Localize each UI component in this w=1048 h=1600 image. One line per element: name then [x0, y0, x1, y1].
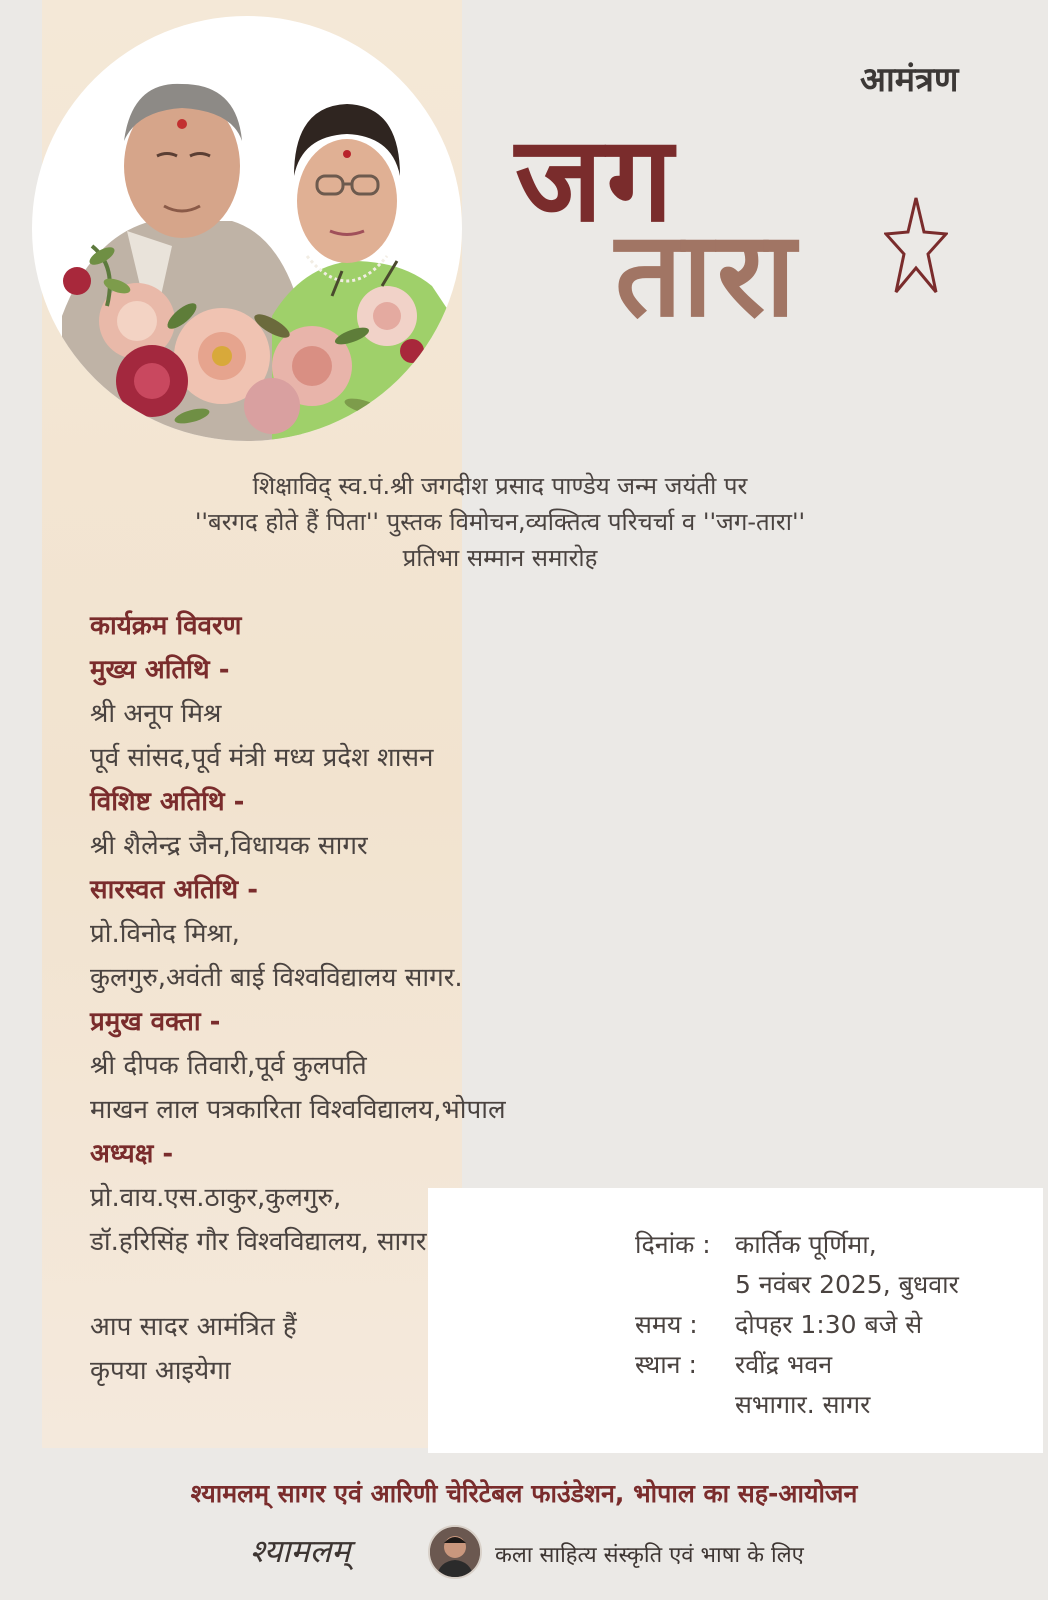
special-guest-heading: विशिष्ट अतिथि - — [90, 787, 245, 817]
star-outline-icon — [884, 196, 948, 296]
program-title: कार्यक्रम विवरण — [90, 611, 242, 641]
president-heading: अध्यक्ष - — [90, 1139, 174, 1169]
program-details — [90, 604, 650, 1264]
keynote-designation: माखन लाल पत्रकारिता विश्वविद्यालय,भोपाल — [90, 1095, 506, 1125]
venue-value: रवींद्र भवन — [735, 1350, 833, 1379]
shyamalam-logo: श्यामलम् — [250, 1532, 351, 1570]
date-value: कार्तिक पूर्णिमा, — [735, 1230, 877, 1259]
special-guest-name: श्री शैलेन्द्र जैन,विधायक सागर — [90, 831, 368, 861]
chief-guest-designation: पूर्व सांसद,पूर्व मंत्री मध्य प्रदेश शासन — [90, 743, 434, 773]
intro-line: प्रतिभा सम्मान समारोह — [402, 544, 598, 572]
closing-note — [90, 1305, 297, 1393]
literary-guest-name: प्रो.विनोद मिश्रा, — [90, 919, 240, 949]
date-row — [635, 1225, 959, 1265]
portrait-illustration — [32, 16, 462, 441]
time-value: दोपहर 1:30 बजे से — [735, 1310, 923, 1339]
event-info — [635, 1225, 959, 1425]
president-designation: डॉ.हरिसिंह गौर विश्वविद्यालय, सागर — [90, 1227, 427, 1257]
keynote-heading: प्रमुख वक्ता - — [90, 1007, 221, 1037]
date-value-2: 5 नवंबर 2025, बुधवार — [735, 1270, 959, 1299]
venue-row-2 — [635, 1385, 959, 1425]
venue-row — [635, 1345, 959, 1385]
avatar-illustration — [430, 1527, 480, 1577]
intro-line: शिक्षाविद् स्व.पं.श्री जगदीश प्रसाद पाण्डेय जन्म जयंती पर — [252, 472, 748, 500]
portrait-photo — [32, 16, 462, 441]
intro-line: ''बरगद होते हैं पिता'' पुस्तक विमोचन,व्यक्तित्व परिचर्चा व ''जग-तारा'' — [194, 508, 806, 536]
closing-line: कृपया आइयेगा — [90, 1356, 231, 1386]
time-row — [635, 1305, 959, 1345]
event-introduction — [90, 468, 910, 576]
literary-guest-designation: कुलगुरु,अवंती बाई विश्वविद्यालय सागर. — [90, 963, 463, 993]
chief-guest-heading: मुख्य अतिथि - — [90, 655, 230, 685]
keynote-name: श्री दीपक तिवारी,पूर्व कुलपति — [90, 1051, 367, 1081]
date-row-2 — [635, 1265, 959, 1305]
chief-guest-name: श्री अनूप मिश्र — [90, 699, 222, 729]
time-label: समय : — [635, 1310, 698, 1339]
brand-word-jag: जग — [515, 110, 677, 248]
brand-word-tara: तारा — [615, 205, 800, 343]
footer-tagline: कला साहित्य संस्कृति एवं भाषा के लिए — [495, 1543, 804, 1568]
venue-label: स्थान : — [635, 1350, 697, 1379]
literary-guest-heading: सारस्वत अतिथि - — [90, 875, 258, 905]
invitation-heading: आमंत्रण — [860, 60, 959, 100]
venue-value-2: सभागार. सागर — [735, 1390, 871, 1419]
closing-line: आप सादर आमंत्रित हैं — [90, 1312, 297, 1342]
organiser-credit: श्यामलम् सागर एवं आरिणी चेरिटेबल फाउंडेशन, भोपाल का सह-आयोजन — [190, 1479, 858, 1508]
president-name: प्रो.वाय.एस.ठाकुर,कुलगुरु, — [90, 1183, 342, 1213]
date-label: दिनांक : — [635, 1230, 711, 1259]
founder-avatar — [428, 1525, 482, 1579]
